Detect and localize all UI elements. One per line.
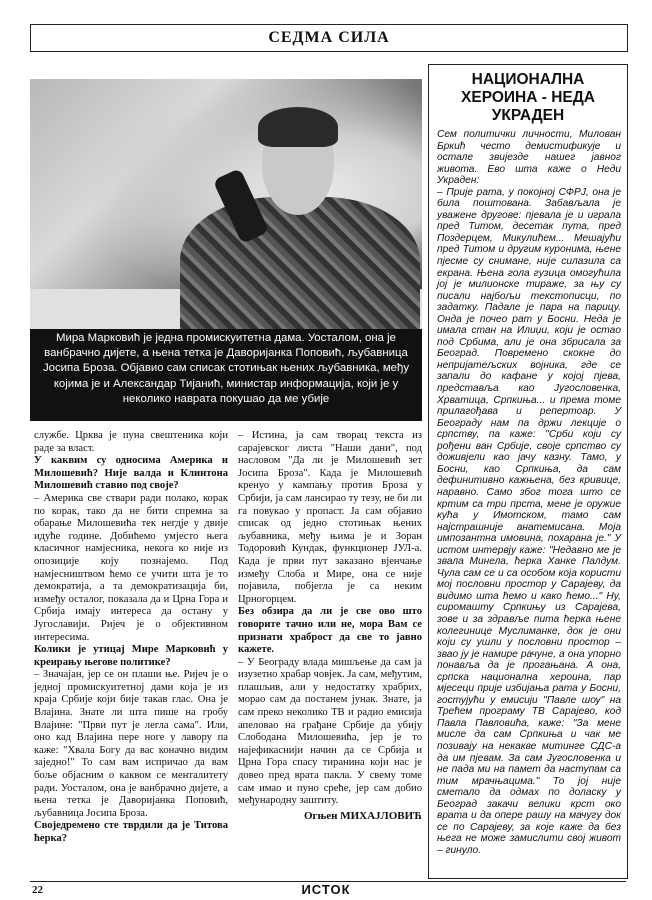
photo-caption: Мира Марковић је једна промискуитетна дама. Уосталом, она је ванбрачно дијете, а њена тетка је Даворијанка Поповић, љубавница Јосипа Броза. Објавио сам списак стотињак њених љубавника, међу којима је и Александар Тијанић, министар информација, који је у неколико наврата покушао да ме убије xyxy=(30,329,422,421)
interview-question: Своједремено сте тврдили да је Титова ћерка? xyxy=(34,820,228,844)
interview-question: Колики је утицај Мире Марковић у креирању његове политике? xyxy=(34,644,228,668)
paragraph: службе. Црква је пуна свештеника који раде за власт. xyxy=(34,430,228,454)
article-column-2 xyxy=(238,430,422,808)
interview-question: Без обзира да ли је све ово што говорите тачно или не, мора Вам се признати храброст да све то јавно кажете. xyxy=(238,606,422,656)
page-number: 22 xyxy=(32,884,43,896)
person-body-shape xyxy=(180,197,420,329)
paragraph: – Значајан, јер се он плаши ње. Ријеч је о једној промискуитетној дами која је из краја Србије који бије такав глас. Она је Влајина. Знате ли шта пише на гробу Влајине: "Први пут је легла сама". Или, оно кад Влајина пере ноге у лавору па каже: "Хвала Богу да вас коначно видим заједно!" То сам вам испричао да вам боље објасним о каквом се менталитету ради. Уосталом, она је ванбрачно дијете, а њена тетка је Даворијанка Поповић, љубавница Јосипа Броза. xyxy=(34,669,228,819)
article-photo xyxy=(30,79,422,329)
magazine-name: ИСТОК xyxy=(301,882,351,897)
author-signature: Огњен МИХАЈЛОВИЋ xyxy=(303,810,422,822)
sidebar-title: НАЦИОНАЛНА ХЕРОИНА - НЕДА УКРАДЕН xyxy=(461,71,595,124)
section-title: СЕДМА СИЛА xyxy=(268,29,390,46)
article-column-1 xyxy=(34,430,228,846)
paragraph: – Америка све ствари ради полако, корак по корак, тако да не бити спремна за обарање Милошевића тек негдје у двије идуће године. Добићемо умјесто њега класичног намјесника, некога ко није из опозиције коју познајемо. Под намјесништвом ћемо се учити шта је то демократија, а та демократизација би, између осталог, показала да и Црна Гора и Србија имају интереса да остану у Југославији. Ријеч је о објективном интересима. xyxy=(34,492,228,643)
interview-question: У каквим су односима Америка и Милошевић? Није валда и Клинтона Милошевић ставио под своје? xyxy=(34,455,228,492)
person-hair-shape xyxy=(258,107,338,147)
paragraph: – У Београду влада мишљење да сам ја изузетно храбар човјек. Ја сам, међутим, плашљив, али у недостатку храбрих, морао сам да постанем јунак. Знате, ја сам преко неколико ТВ и радио емисија апеловао на грађане Србије да убију Слободана Милошевића, јер је то најефикаснији начин да се Србија и Црна Гора спасу тиранина који нас је довео пред врата пакла. У свему томе сам имао и пуно среће, јер сам добио међународну заштиту. xyxy=(238,656,422,807)
sidebar-text: Сем политички личности, Милован Бркић често демистификује и остале звијезде нашег јавног живота. Ево шта каже о Неди Украден: – Прије рата, у покојној СФРЈ, она је била поштована. Забављала је уважене другове: пјевала је и играла пред Титом, десетак пута, пред Поздерцем, Микулићем... Мешајући пред Титом и другим куронима, њене пјесме су снимане, није силазила са екрана. Њена гола гузица омогућила јој је милионске тираже, за њу су писали најбољи текстописци, по задатку. Падале је пара на парицу. Онда је почео рат у Босни. Неда је имала стан на Илиџи, који је остао под Србима, али је она збрисала за Београд. Повремено скокне до непријатељских војника, где се запали до кафане у којој пјева, представља као Југословенка, Хрватица, Српкиња... и према томе прилагођава и репертоар. У Београду нам па држи лекције о српству, па каже: "Срби који су рођени ван Србије, своје српство су доживјели као јачу казну. Тамо, у Босни, као Српкиња, да сам дефинитивно кажњена, без кривице, наравно. Само због тога што се кртим са три прста, мене је оружие кућа у Имотском, тамо сам најстрашније анатемисана. Моја импозантна имовина, похарана је." У истом интервју каже: "Недавно ме је звала Минела, ћерка Ханке Палдум. Чула сам се и са особом која користи мој пословни простор у Сарајеву, да видимо шта ћемо и како ћемо..." Ну, сиромашту Српкињу из Сарајева, зове и за здравље пита ћерка њене колегинице Муслиманке, док је они који су ушли у пословни простор – звао ју је намире рачуне, а она упорно понавља да је прогањана. А она, српска национална хероина, пар мјесеци прије избијања рата у Босни, гостујући у емисији "Павле шоу" на Трећем програму ТВ Сарајево, код Павла Павловића, каже: "За мене мисле да сам Српкиња и чак ме позивају на некакве митинге СДС-а да им пјевам. За сам Југословенка и не пада ми на памет да наступам са тим мрачњацима." То јој није сметало да одмах по доласку у Београд закачи велики крст око врата и да опере рашу на мачугу док се по Сарајеву, за које каже да без њега не може замислити свој живот – гинуло. xyxy=(437,129,621,856)
section-header xyxy=(30,24,628,52)
paragraph: – Истина, ја сам творац текста из сарајевског листа "Наши дани", под насловом "Да ли је Милошевић зет Јосипа Броза". Када је Милошевић кренуо у кампању против Броза у Србији, ја сам лансирао ту тезу, не би ли га повукао у пропаст. Ја сам објавио списак од једно стотињак њених љубавника, међу њима је и Зоран Тодоровић Кундак, функционер ЈУЛ-а. Када је први пут заказано вјенчање између Слоба и Мире, она се није појавила, побјегла је са неким Црногорцем. xyxy=(238,430,422,605)
sidebar-box xyxy=(428,64,628,879)
